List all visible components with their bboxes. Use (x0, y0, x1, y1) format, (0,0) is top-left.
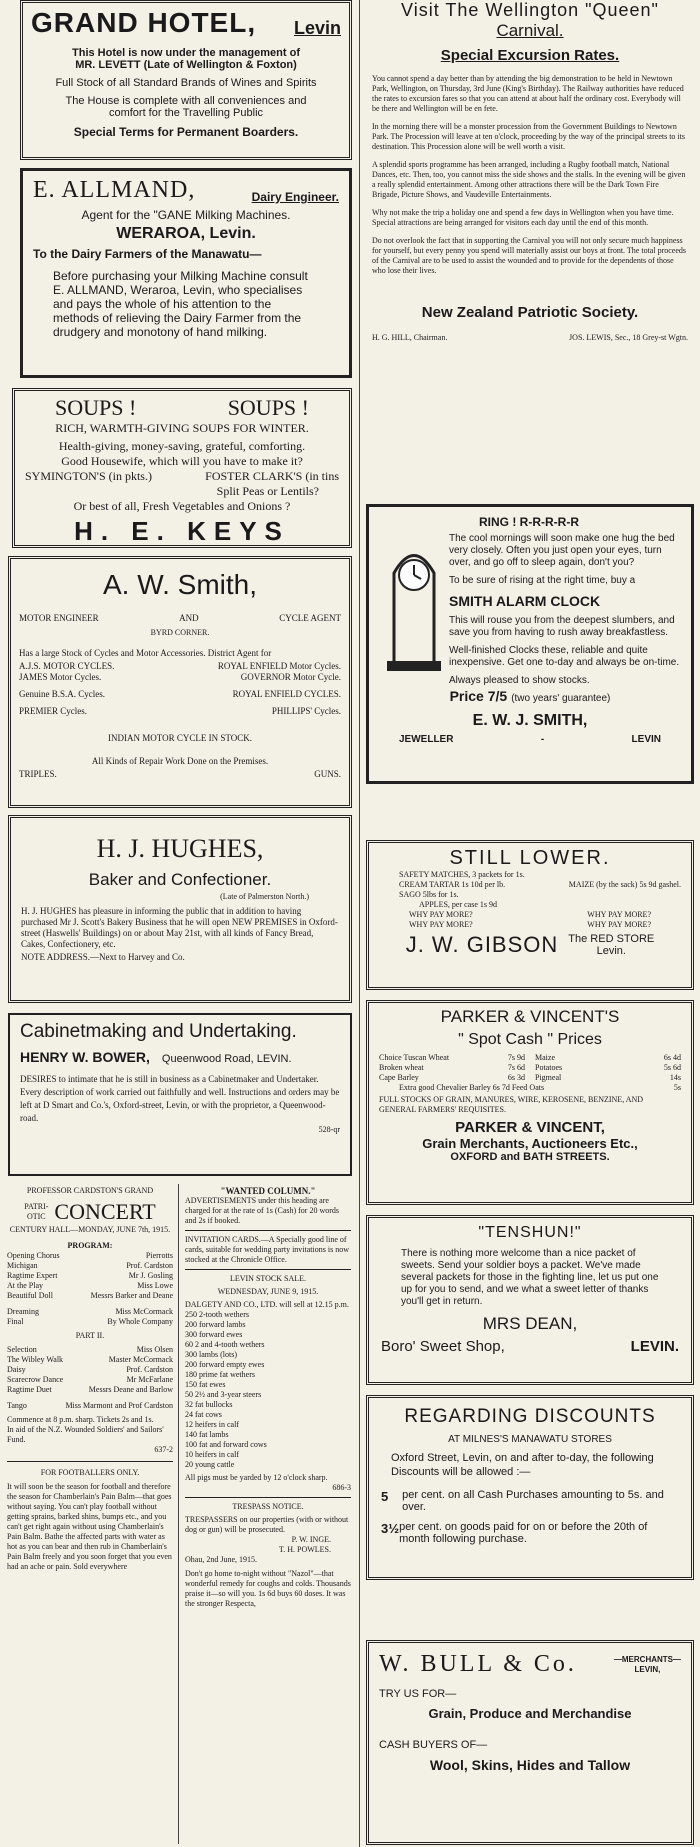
stock-lot: 32 fat bullocks (185, 1400, 233, 1409)
alarm-name: E. W. J. SMITH, (472, 712, 588, 729)
allmand-body: Before purchasing your Milking Machine consult E. ALLMAND, Weraroa, Levin, who specialises and pays the whole of his attention to the methods of relieving the Dairy Farmer from the drudgery and monotony of hand milking. (53, 269, 308, 339)
tenshun-title: "TENSHUN!" (478, 1224, 582, 1241)
program-performer: By Whole Company (107, 1317, 173, 1326)
program-item: Opening Chorus (7, 1251, 60, 1260)
discounts-subtitle: AT MILNES'S MANAWATU STORES (448, 1434, 612, 1445)
column-divider (359, 0, 360, 1847)
stock-lot: 24 fat cows (185, 1410, 222, 1419)
divider (185, 1269, 351, 1270)
grand-hotel-line4: The House is complete with all conveniences and (65, 95, 307, 107)
program-performer: Mr McFarlane (126, 1375, 173, 1384)
gibson-why: WHY PAY MORE? (587, 910, 651, 919)
trespass-sign1: P. W. INGE. (291, 1535, 331, 1544)
grand-hotel-town: Levin (293, 18, 341, 38)
hughes-late: (Late of Palmerston North.) (220, 892, 309, 901)
bower-address: Queenwood Road, LEVIN. (161, 1053, 292, 1065)
bower-ad (8, 1013, 352, 1176)
tenshun-ad (366, 1215, 694, 1385)
alarm-product: SMITH ALARM CLOCK (449, 593, 601, 609)
tenshun-body: There is nothing more welcome than a nice packet of sweets. Send your soldier boys a packet. We've made several packets for those in the fighting line, let us put one up for you to send, and we what a sweet letter of thanks you'll get in return. (401, 1248, 659, 1307)
wanted-body: ADVERTISEMENTS under this heading are charged for at the rate of 1s (Cash) for 20 words and 2s if booked. (185, 1196, 340, 1225)
carnival-ad (366, 0, 694, 468)
program-performer: Master McCormack (108, 1355, 173, 1364)
aw-smith-ad (8, 556, 352, 808)
bull-name: W. BULL & Co. (379, 1651, 577, 1677)
aw-smith-left: MOTOR ENGINEER (19, 613, 99, 623)
stock-lot: 150 fat ewes (185, 1380, 226, 1389)
price-item: Pigmeal (535, 1073, 562, 1082)
program-performer: Prof. Cardston (126, 1261, 173, 1270)
concert-program-heading: PROGRAM: (67, 1241, 113, 1250)
aw-smith-intro: Has a large Stock of Cycles and Motor Accessories. District Agent for (19, 648, 272, 658)
aw-smith-row-right: PHILLIPS' Cycles. (271, 706, 341, 716)
carnival-chairman: H. G. HILL, Chairman. (372, 333, 448, 342)
stock-sale-date: WEDNESDAY, JUNE 9, 1915. (217, 1287, 319, 1296)
alarm-p4: Well-finished Clocks these, reliable and quite inexpensive. Get one to-day and always be on-time. (449, 645, 680, 668)
trespass-title: TRESPASS NOTICE. (232, 1502, 304, 1511)
alarm-p5: Always pleased to show stocks. (449, 675, 590, 686)
alarm-guarantee: (two years' guarantee) (511, 693, 611, 704)
bull-town: LEVIN, (634, 1664, 661, 1674)
parker-oats: 5s (673, 1083, 681, 1092)
soups-line5: Split Peas or Lentils? (216, 484, 319, 498)
price-item: Choice Tuscan Wheat (379, 1053, 450, 1062)
footballers-title: FOR FOOTBALLERS ONLY. (40, 1468, 140, 1477)
discount1-text: per cent. on all Cash Purchases amounting to 5s. and over. (402, 1489, 664, 1513)
aw-smith-indian: INDIAN MOTOR CYCLE IN STOCK. (108, 733, 252, 743)
program-performer: Miss McCormack (115, 1307, 173, 1316)
grand-hotel-line3: Full Stock of all Standard Brands of Wines and Spirits (55, 77, 317, 89)
aw-smith-row-right: GOVERNOR Motor Cycle. (240, 672, 341, 682)
program-item: Scarecrow Dance (7, 1375, 64, 1384)
price-value: 5s 6d (663, 1063, 681, 1072)
concert-patri: PATRI- (24, 1202, 49, 1211)
gibson-title: STILL LOWER. (449, 847, 611, 869)
concert-otic: OTIC (26, 1212, 46, 1221)
stock-sale-title: LEVIN STOCK SALE. (229, 1274, 307, 1283)
discount1-number: 5 (381, 1489, 389, 1504)
soups-line1: RICH, WARMTH-GIVING SOUPS FOR WINTER. (55, 421, 309, 435)
program-item: Ragtime Expert (7, 1271, 58, 1280)
bull-grain: Grain, Produce and Merchandise (428, 1706, 632, 1721)
parker-name: PARKER & VINCENT, (455, 1119, 605, 1136)
price-item: Maize (535, 1053, 555, 1062)
gibson-store: The RED STORE (568, 933, 655, 945)
gibson-l1: SAFETY MATCHES, 3 packets for 1s. (399, 870, 525, 879)
alarm-price: Price 7/5 (449, 688, 508, 704)
aw-smith-name: A. W. Smith, (102, 569, 258, 600)
parker-title: PARKER & VINCENT'S (440, 1007, 620, 1026)
program-performer: Pierrotts (145, 1251, 173, 1260)
soups-right-title: SOUPS ! (227, 395, 309, 420)
gibson-l2a: CREAM TARTAR 1s 10d per lb. (399, 880, 506, 889)
alarm-p3: This will rouse you from the deepest slumbers, and save you from having to rush away breakfastless. (449, 615, 675, 638)
allmand-role: Dairy Engineer. (251, 190, 339, 204)
program-item: Michigan (7, 1261, 38, 1270)
price-value: 7s 9d (507, 1053, 525, 1062)
carnival-p3: A splendid sports programme has been arranged, including a Rugby football match, National Dances, etc. Then, too, you cannot miss the side shows and the stalls. In the evening will be given a really splendid entertainment. Among other attractions there will be the Dark Town Fire Brigade, Picture Shows, and Vaudeville Entertainments. (372, 160, 686, 199)
divider (7, 1461, 173, 1462)
bull-merchants: —MERCHANTS— (613, 1654, 681, 1664)
soups-ad (12, 388, 352, 548)
price-item: Cape Barley (379, 1073, 419, 1082)
stock-lot: 300 lambs (lots) (185, 1350, 237, 1359)
program-item: Beautiful Doll (7, 1291, 53, 1300)
stock-lot: 180 prime fat wethers (185, 1370, 255, 1379)
discount2-number: 3½ (381, 1521, 400, 1536)
carnival-subtitle: Special Excursion Rates. (440, 47, 620, 64)
carnival-p2: In the morning there will be a monster procession from the Government Buildings to Newtown Park. The Procession will leave at ten o'clock, proceeding by the way of the principal streets to its destination. This Procession alone will be well worth a visit. (372, 122, 685, 151)
discounts-title: REGARDING DISCOUNTS (404, 1406, 656, 1427)
price-item: Potatoes (535, 1063, 563, 1072)
soups-line2: Health-giving, money-saving, grateful, comforting. (58, 439, 306, 453)
program-item: Daisy (7, 1365, 26, 1374)
alarm-clock-ad (366, 504, 694, 784)
carnival-p1: You cannot spend a day better than by attending the big demonstration to be held in Newtown Park, Wellington, on Thursday, 3rd June (King's Birthday). The Railway authorities have reduced the rates to excursion fares so that you can attend at about half the ordinary cost. Everybody will be there and Wellington will be en fete. (372, 74, 684, 113)
aw-smith-right: CYCLE AGENT (279, 613, 341, 623)
grand-hotel-title: GRAND HOTEL, (31, 7, 257, 38)
allmand-agent: Agent for the "GANE Milking Machines. (81, 208, 291, 222)
hughes-ad (8, 815, 352, 1003)
grand-hotel-ad (20, 0, 352, 160)
program-performer: Miss Olsen (136, 1345, 173, 1354)
alarm-p2: To be sure of rising at the right time, buy a (449, 575, 636, 586)
gibson-why: WHY PAY MORE? (409, 910, 473, 919)
aw-smith-row-right: ROYAL ENFIELD CYCLES. (232, 689, 341, 699)
stock-lot: 300 forward ewes (185, 1330, 243, 1339)
stock-sale-ref: 686-3 (332, 1483, 351, 1492)
carnival-p4: Why not make the trip a holiday one and spend a few days in Wellington when you have time. Special attractions are being arranged for visitors each day until the end of this month. (372, 208, 674, 227)
parker-grain: Grain Merchants, Auctioneers Etc., (422, 1136, 638, 1151)
bower-ref: 528-qr (318, 1125, 340, 1134)
program-item: Final (7, 1317, 24, 1326)
aw-smith-row-left: PREMIER Cycles. (19, 706, 88, 716)
grand-hotel-line6: Special Terms for Permanent Boarders. (73, 125, 299, 139)
soups-line3: Good Housewife, which will you have to make it? (61, 454, 303, 468)
wanted-invite: INVITATION CARDS.—A Specially good line of cards, suitable for wedding party invitations is now stocked at the Chronicle Office. (185, 1235, 349, 1264)
stock-lot: 250 2-tooth wethers (185, 1310, 249, 1319)
program-performer: Miss Marmont and Prof Cardston (65, 1401, 173, 1410)
trespass-date: Ohau, 2nd June, 1915. (185, 1555, 257, 1564)
program-performer: Prof. Cardston (126, 1365, 173, 1374)
concert-part2: PART II. (75, 1331, 105, 1340)
parker-spot: " Spot Cash " Prices (458, 1031, 602, 1048)
aw-smith-repair: All Kinds of Repair Work Done on the Premises. (91, 756, 269, 766)
hughes-note: NOTE ADDRESS.—Next to Harvey and Co. (21, 952, 185, 962)
price-value: 6s 4d (663, 1053, 681, 1062)
stock-lot: 200 forward empty ewes (185, 1360, 265, 1369)
concert-ad (4, 1184, 176, 1592)
stock-lot: 50 2½ and 3-year steers (185, 1390, 262, 1399)
inner-column-divider (178, 1184, 179, 1844)
price-value: 14s (669, 1073, 681, 1082)
stock-lot: 200 forward lambs (185, 1320, 246, 1329)
concert-ref: 637-2 (154, 1445, 173, 1454)
stock-lot: 140 fat lambs (185, 1430, 229, 1439)
aw-smith-row-right: ROYAL ENFIELD Motor Cycles. (217, 661, 341, 671)
aw-smith-row-left: Genuine B.S.A. Cycles. (19, 689, 105, 699)
soups-left-title: SOUPS ! (55, 395, 137, 420)
aw-smith-foot-left: TRIPLES. (19, 769, 57, 779)
discounts-ad (366, 1395, 694, 1580)
allmand-place: WERAROA, Levin. (116, 225, 256, 242)
gibson-l3: SAGO 5lbs for 1s. (399, 890, 459, 899)
clock-icon (379, 533, 449, 683)
concert-aid: In aid of the N.Z. Wounded Soldiers' and Sailors' Fund. (7, 1425, 164, 1444)
price-value: 7s 6d (507, 1063, 525, 1072)
program-performer: Messrs Barker and Deane (90, 1291, 173, 1300)
tenshun-town: LEVIN. (630, 1338, 679, 1355)
alarm-town: LEVIN (631, 734, 661, 745)
aw-smith-foot-right: GUNS. (314, 769, 341, 779)
concert-title: CONCERT (54, 1199, 156, 1224)
gibson-name: J. W. GIBSON (405, 932, 559, 957)
carnival-title1: Visit The Wellington "Queen" (401, 0, 659, 20)
aw-smith-row-left: A.J.S. MOTOR CYCLES. (19, 661, 115, 671)
program-item: Dreaming (7, 1307, 39, 1316)
hughes-name: H. J. HUGHES, (96, 834, 264, 863)
concert-date: CENTURY HALL—MONDAY, JUNE 7th, 1915. (9, 1225, 171, 1234)
bull-try: TRY US FOR— (379, 1688, 457, 1700)
concert-commence: Commence at 8 p.m. sharp. Tickets 2s and 1s. (7, 1415, 154, 1424)
stock-lot: 12 heifers in calf (185, 1420, 239, 1429)
gibson-why: WHY PAY MORE? (587, 920, 651, 929)
aw-smith-corner: BYRD CORNER. (150, 628, 210, 637)
discount2-text: per cent. on goods paid for on or before the 20th of month following purchase. (399, 1521, 648, 1545)
hughes-body: H. J. HUGHES has pleasure in informing the public that in addition to having purchased Mr J. Scott's Bakery Business that he will open NEW PREMISES in Oxford-street (Haswells' Buildings) on or about May 21st, with all kinds of Fancy Bread, Cakes, Confectionery, etc. (21, 906, 338, 949)
gibson-why: WHY PAY MORE? (409, 920, 473, 929)
wanted-column-ad (182, 1184, 354, 1844)
alarm-ring: RING ! R-R-R-R-R (479, 515, 579, 529)
carnival-society: New Zealand Patriotic Society. (421, 304, 639, 321)
alarm-p1: The cool mornings will soon make one hug the bed very closely. Often you just open your eyes, turn over, and go off to sleep again, don't you? (449, 533, 675, 568)
gibson-ad (366, 840, 694, 990)
concert-top: PROFESSOR CARDSTON'S GRAND (26, 1186, 154, 1195)
trespass-body: TRESPASSERS on our properties (with or without dog or gun) will be prosecuted. (185, 1515, 349, 1534)
grand-hotel-line5: comfort for the Travelling Public (108, 107, 264, 119)
bower-name: HENRY W. BOWER, (20, 1049, 150, 1065)
bull-cash: CASH BUYERS OF— (379, 1739, 488, 1751)
stock-lot: 20 young cattle (185, 1460, 235, 1469)
gibson-town: Levin. (596, 945, 626, 957)
program-item: The Wibley Walk (7, 1355, 64, 1364)
program-item: At the Play (7, 1281, 43, 1290)
gibson-l4: APPLES, per case 1s 9d (419, 900, 497, 909)
bull-wool: Wool, Skins, Hides and Tallow (429, 1757, 631, 1773)
parker-stocks: FULL STOCKS OF GRAIN, MANURES, WIRE, KEROSENE, BENZINE, AND GENERAL FARMERS' REQUISITES. (379, 1095, 644, 1114)
divider (185, 1497, 351, 1498)
wanted-title: "WANTED COLUMN." (220, 1186, 316, 1196)
carnival-secretary: JOS. LEWIS, Sec., 18 Grey-st Wgtn. (569, 333, 688, 342)
program-item: Ragtime Duet (7, 1385, 52, 1394)
program-performer: Mr J. Gosling (128, 1271, 173, 1280)
gibson-l2b: MAIZE (by the sack) 5s 9d gashel. (568, 880, 681, 889)
soups-line4a: SYMINGTON'S (in pkts.) (25, 469, 152, 483)
divider (185, 1230, 351, 1231)
hughes-trade: Baker and Confectioner. (88, 870, 272, 889)
price-value: 6s 3d (507, 1073, 525, 1082)
stock-lot: 60 2 and 4-tooth wethers (185, 1340, 265, 1349)
stock-lot: 100 fat and forward cows (185, 1440, 267, 1449)
footballers-body: It will soon be the season for football and therefore the season for Chamberlain's Pain Balm—that goes without saying. You can't play football without getting sprains, barked shins, bumps etc., and you can't get right again without using Chamberlain's Pain Balm. Bathe the affected parts with water as hot as you can bear and then rub in Chamberlain's Pain Balm freely and you soon forget that you even had an ache or pain. Sold everywhere (7, 1482, 172, 1571)
stock-sale-intro: DALGETY AND CO., LTD. will sell at 12.15 p.m. (185, 1300, 349, 1309)
program-item: Selection (7, 1345, 37, 1354)
alarm-dash: - (540, 734, 545, 745)
stock-sale-yarded: All pigs must be yarded by 12 o'clock sharp. (185, 1473, 328, 1482)
carnival-p5: Do not overlook the fact that in supporting the Carnival you will not only secure much happiness for yourself, but every penny you spend will materially assist our boys at front. The total proceeds of the Carnival are to be used to assist the wounded and to provide for the dependents of those who lose their lives. (372, 236, 686, 275)
parker-streets: OXFORD and BATH STREETS. (450, 1151, 610, 1163)
bower-title: Cabinetmaking and Undertaking. (20, 1021, 297, 1042)
soups-line6: Or best of all, Fresh Vegetables and Onions ? (73, 499, 291, 513)
parker-extra: Extra good Chevalier Barley 6s 7d Feed Oats (399, 1083, 545, 1092)
stock-lot: 10 heifers in calf (185, 1450, 239, 1459)
allmand-heading: To the Dairy Farmers of the Manawatu— (33, 247, 262, 261)
bull-ad (366, 1640, 694, 1845)
soups-brand: H. E. KEYS (74, 516, 290, 546)
tenshun-name: MRS DEAN, (482, 1314, 578, 1333)
discounts-line: Oxford Street, Levin, on and after to-day, the following Discounts will be allowed :— (391, 1452, 654, 1478)
carnival-title2: Carnival. (496, 21, 564, 40)
alarm-jeweller: JEWELLER (399, 734, 454, 745)
grand-hotel-line1: This Hotel is now under the management of (72, 47, 300, 59)
grand-hotel-line2: MR. LEVETT (Late of Wellington & Foxton) (75, 59, 297, 71)
aw-smith-mid: AND (179, 613, 199, 623)
bower-body: DESIRES to intimate that he is still in business as a Cabinetmaker and Undertaker. Every description of work carried out faithfully and well. Instructions and orders may be left at D Smart and Co.'s, Oxford-street, Levin, or with the proprietor, a Queenwood-road. (20, 1074, 340, 1123)
program-item: Tango (7, 1401, 27, 1410)
parker-vincent-ad (366, 1000, 694, 1205)
aw-smith-row-left: JAMES Motor Cycles. (19, 672, 102, 682)
program-performer: Messrs Deane and Barlow (88, 1385, 173, 1394)
soups-line4b: FOSTER CLARK'S (in tins (205, 469, 339, 483)
nazol-body: Don't go home to-night without "Nazol"—that wonderful remedy for coughs and colds. Thousands praise it—so will you. 1s 6d buys 60 doses. It was the stronger Respecta, (185, 1569, 351, 1608)
trespass-sign2: T. H. POWLES. (278, 1545, 331, 1554)
price-item: Broken wheat (379, 1063, 424, 1072)
tenshun-shop: Boro' Sweet Shop, (381, 1338, 505, 1355)
allmand-ad (20, 168, 352, 378)
program-performer: Miss Lowe (137, 1281, 173, 1290)
allmand-name: E. ALLMAND, (33, 177, 196, 203)
